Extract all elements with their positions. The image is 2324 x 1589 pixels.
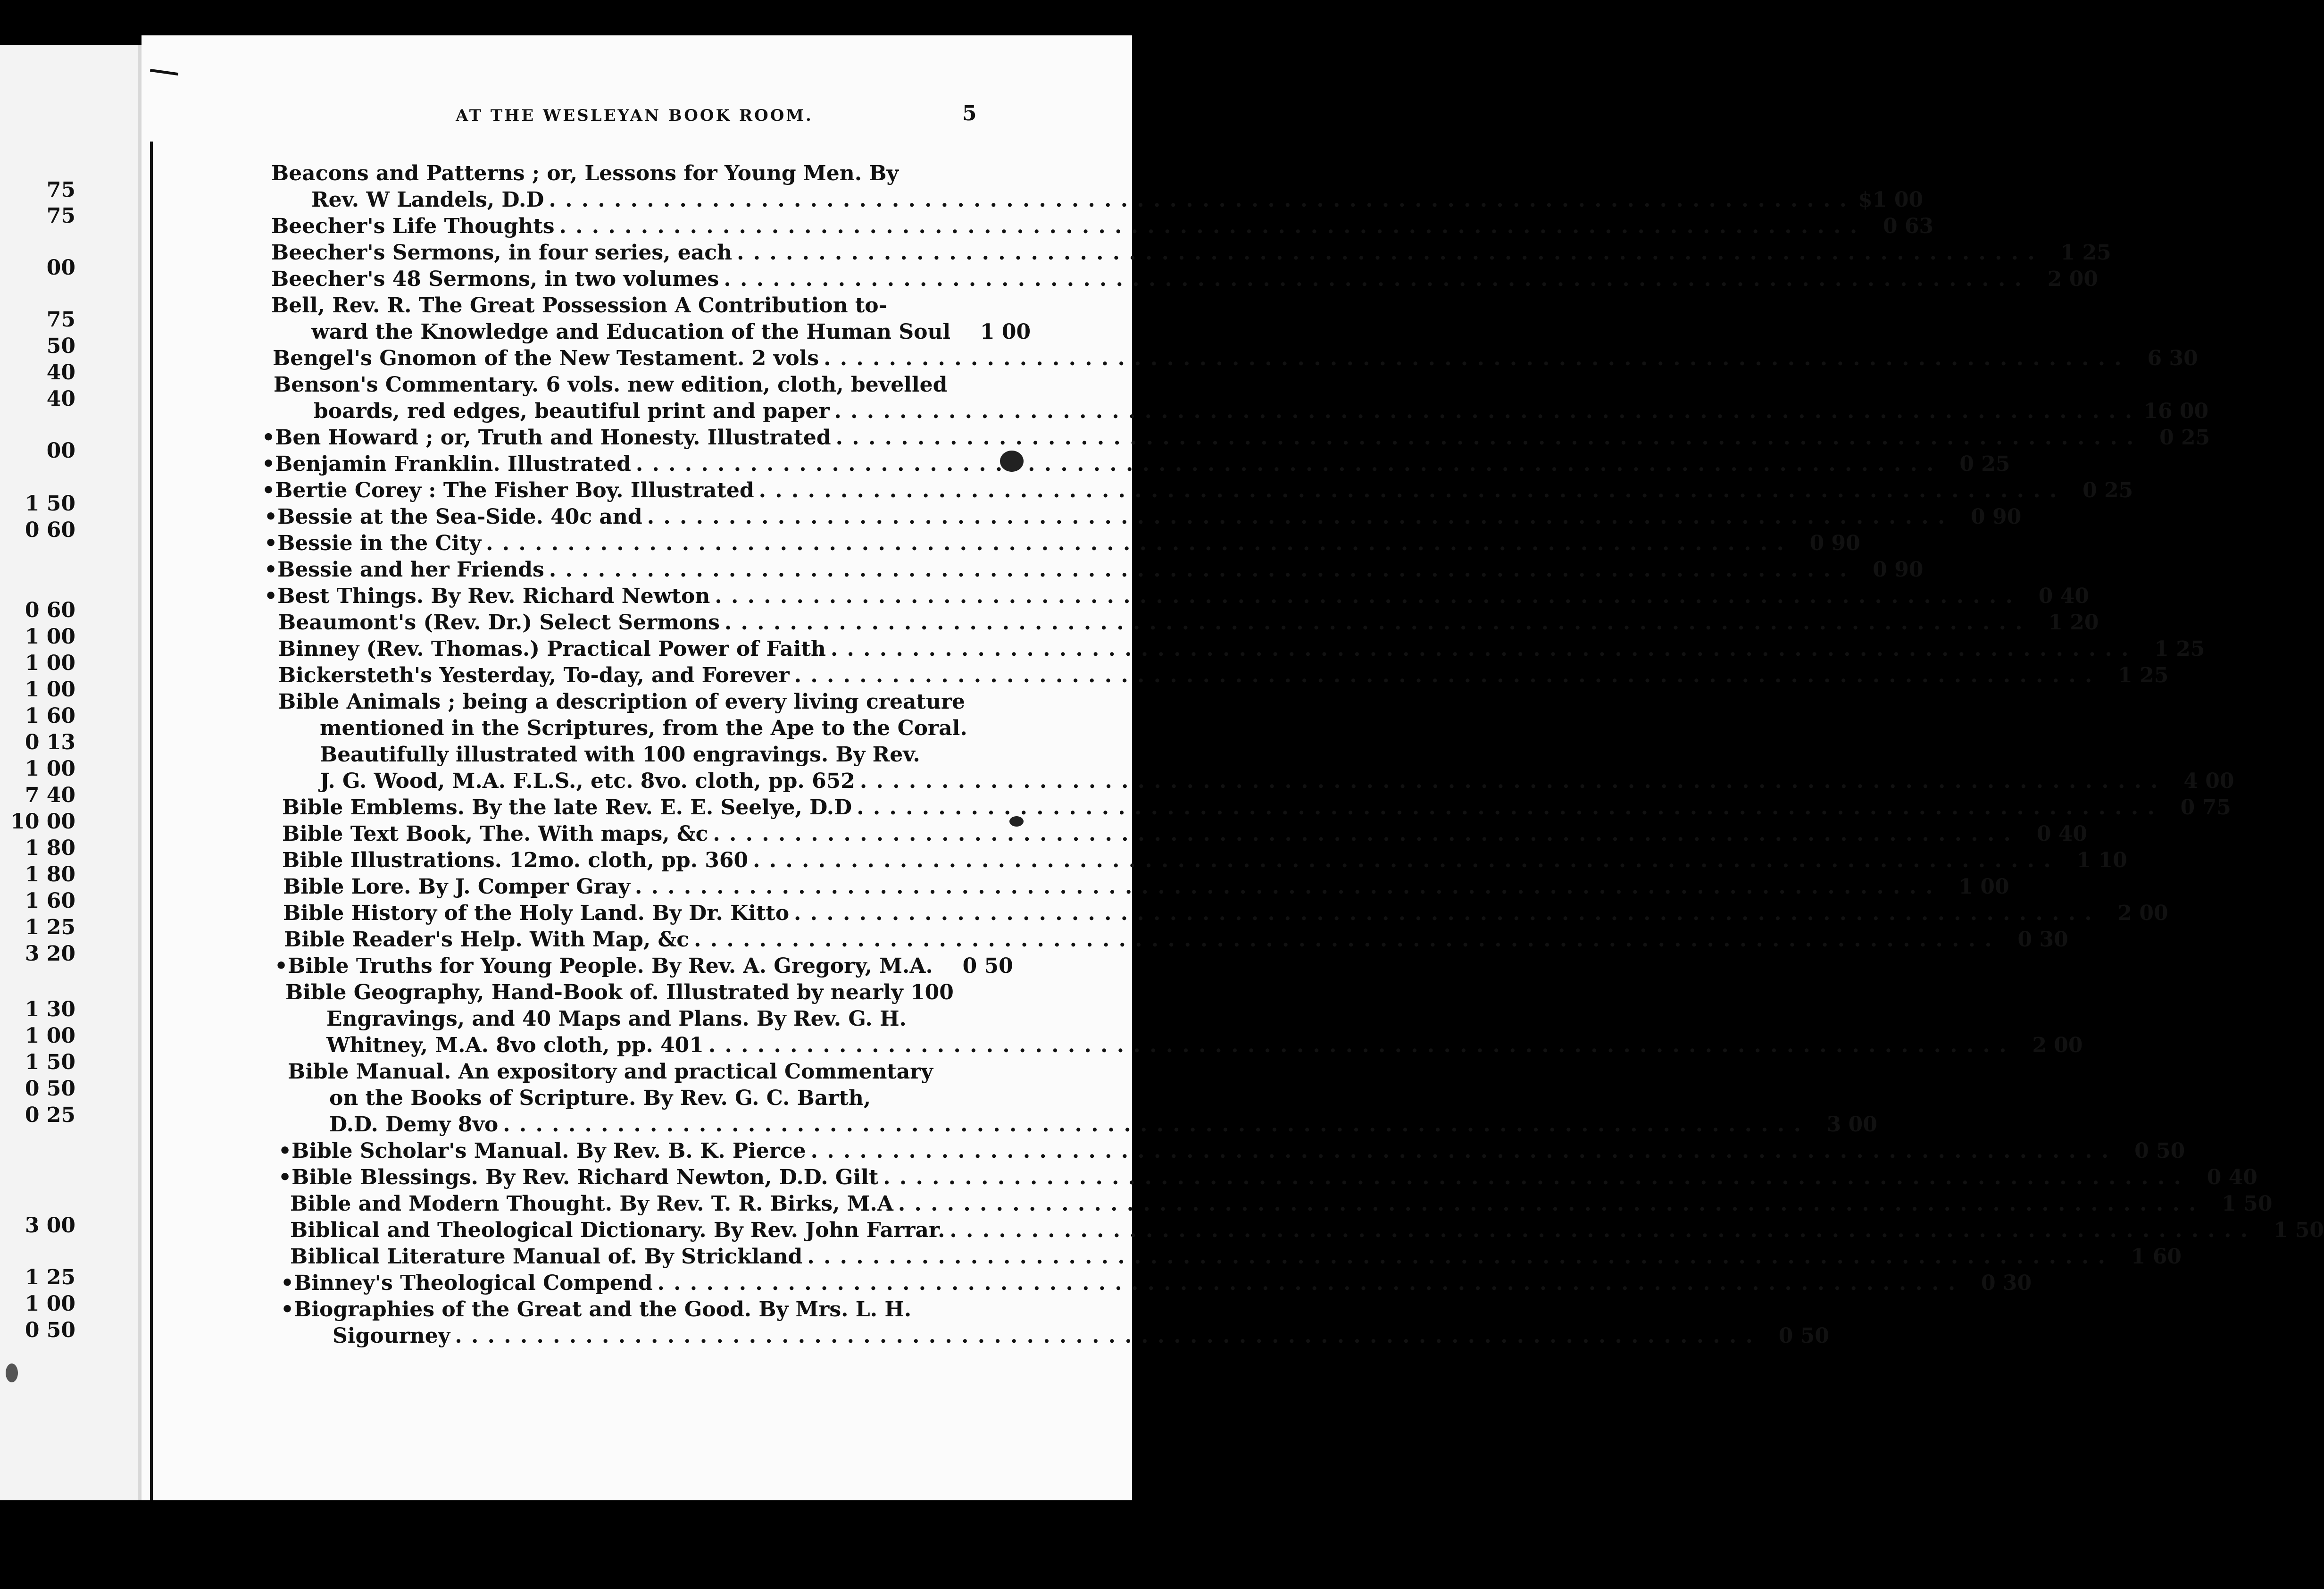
catalog-entry xyxy=(278,662,2169,689)
catalog-entry xyxy=(326,1032,2083,1059)
entry-title: Sigourney xyxy=(333,1324,450,1348)
left-price: 1 00 xyxy=(25,757,75,781)
left-price: 0 50 xyxy=(25,1318,75,1342)
entry-price xyxy=(963,979,1034,1006)
entry-price: 2 00 xyxy=(2117,901,2168,925)
entry-title: •Bessie at the Sea-Side. 40c and xyxy=(264,505,642,529)
catalog-entry xyxy=(278,610,2099,636)
entry-price: 2 00 xyxy=(2047,267,2098,291)
entry-title: Beecher's 48 Sermons, in two volumes xyxy=(271,267,719,291)
entry-price xyxy=(975,689,1045,715)
entry-title: •Bible Truths for Young People. By Rev. A. Gregory, M.A. xyxy=(275,954,933,978)
left-price: 1 00 xyxy=(25,1024,75,1048)
entry-price: 1 00 xyxy=(1958,875,2009,899)
left-price: 00 xyxy=(46,256,75,280)
left-price: 1 25 xyxy=(25,915,75,939)
catalog-entry xyxy=(271,266,2098,293)
gutter-shadow-line xyxy=(150,142,153,1500)
entry-price: 1 50 xyxy=(2273,1218,2324,1242)
entry-title: •Benjamin Franklin. Illustrated xyxy=(262,452,631,476)
catalog-entry xyxy=(271,160,998,187)
entry-title: Engravings, and 40 Maps and Plans. By Rev. G. H. xyxy=(326,1007,907,1031)
catalog-entry xyxy=(278,1138,2185,1164)
catalog-entry xyxy=(290,1217,2324,1244)
catalog-entry xyxy=(320,768,2234,794)
entry-price: 0 90 xyxy=(1971,505,2022,529)
entry-price: 0 75 xyxy=(2180,795,2231,820)
catalog-entry xyxy=(320,715,998,742)
entry-price: 0 50 xyxy=(1778,1324,1829,1348)
catalog-entry xyxy=(290,1191,2273,1217)
entry-price: 1 60 xyxy=(2131,1245,2182,1269)
catalog-entry xyxy=(329,1112,1877,1138)
entry-title: Biblical and Theological Dictionary. By Rev. John Farrar. xyxy=(290,1218,945,1242)
entry-title: Bible Text Book, The. With maps, &c xyxy=(282,822,708,846)
entry-title: •Biographies of the Great and the Good. By Mrs. L. H. xyxy=(281,1297,912,1321)
entry-title: •Bible Blessings. By Rev. Richard Newton, D.D. Gilt xyxy=(278,1165,879,1189)
left-price: 1 60 xyxy=(25,889,75,913)
entry-title: •Bible Scholar's Manual. By Rev. B. K. Pierce xyxy=(278,1139,806,1163)
entry-title: J. G. Wood, M.A. F.L.S., etc. 8vo. cloth, pp. 652 xyxy=(320,769,855,793)
left-price: 3 20 xyxy=(25,942,75,966)
entry-price: 0 90 xyxy=(1809,531,1860,555)
entry-title: Bible Manual. An expository and practical Commentary xyxy=(288,1060,933,1084)
entry-price: 16 00 xyxy=(2143,399,2209,423)
entry-title: •Bertie Corey : The Fisher Boy. Illustrated xyxy=(262,478,754,502)
entry-price: 0 25 xyxy=(1959,452,2010,476)
page-number: 5 xyxy=(962,101,977,125)
left-price: 75 xyxy=(46,308,75,332)
entry-price: 0 40 xyxy=(2207,1165,2257,1189)
entry-price: 4 00 xyxy=(2183,769,2234,793)
catalog-entry xyxy=(278,1164,2257,1191)
entry-price: 0 40 xyxy=(2038,584,2089,608)
left-price: 1 30 xyxy=(25,997,75,1021)
entry-title: Bible Reader's Help. With Map, &c xyxy=(284,928,690,952)
entry-price xyxy=(927,1085,998,1112)
left-price: 1 00 xyxy=(25,625,75,649)
catalog-entry xyxy=(278,689,998,715)
left-price: 1 80 xyxy=(25,836,75,860)
left-price: 1 25 xyxy=(25,1265,75,1289)
left-price: 1 80 xyxy=(25,862,75,886)
catalog-entry xyxy=(282,794,2231,821)
entry-price xyxy=(927,1296,998,1323)
ink-blot xyxy=(6,1363,18,1382)
entry-title: Bible Emblems. By the late Rev. E. E. Seelye, D.D xyxy=(282,795,852,820)
entry-title: Benson's Commentary. 6 vols. new edition, cloth, bevelled xyxy=(274,373,948,397)
catalog-entry xyxy=(288,1059,998,1085)
entry-title: Bible Geography, Hand-Book of. Illustrated by nearly 100 xyxy=(285,980,954,1004)
entry-title: Beautifully illustrated with 100 engravings. By Rev. xyxy=(320,743,920,767)
ink-blot xyxy=(1009,816,1024,827)
entry-title: Beecher's Sermons, in four series, each xyxy=(271,241,733,265)
catalog-entry xyxy=(314,398,2209,425)
entry-price xyxy=(927,160,998,187)
entry-price: 0 30 xyxy=(1981,1271,2032,1295)
entry-title: Binney (Rev. Thomas.) Practical Power of Faith xyxy=(278,637,826,661)
entry-price: 1 10 xyxy=(2076,848,2127,872)
left-price: 0 13 xyxy=(25,730,75,754)
left-price: 1 60 xyxy=(25,704,75,728)
scan-border xyxy=(0,1500,1173,1589)
catalog-entry xyxy=(290,1244,2182,1270)
left-price: 0 60 xyxy=(25,598,75,622)
catalog-entry xyxy=(281,1296,998,1323)
left-price: 1 50 xyxy=(25,1050,75,1074)
catalog-entry xyxy=(278,636,2205,662)
catalog-entry xyxy=(264,557,1924,583)
catalog-entry xyxy=(282,821,2087,847)
catalog-entry xyxy=(281,1270,2032,1296)
left-price: 3 00 xyxy=(25,1213,75,1238)
catalog-entry xyxy=(283,874,2009,900)
catalog-entry xyxy=(311,187,1924,213)
catalog-entry xyxy=(333,1323,1829,1349)
entry-title: •Bessie in the City xyxy=(264,531,482,555)
entry-price xyxy=(927,293,998,319)
catalog-entry xyxy=(262,451,2010,477)
entry-title: •Best Things. By Rev. Richard Newton xyxy=(264,584,710,608)
entry-title: Beecher's Life Thoughts xyxy=(271,214,555,238)
catalog-entry xyxy=(264,504,2022,530)
catalog-entry xyxy=(329,1085,998,1112)
catalog-entry xyxy=(262,425,2210,451)
entry-title: Beacons and Patterns ; or, Lessons for Young Men. By xyxy=(271,161,899,185)
entry-price: 0 30 xyxy=(2017,928,2068,952)
entry-title: Biblical Literature Manual of. By Strickland xyxy=(290,1245,803,1269)
catalog-entry xyxy=(264,583,2089,610)
entry-price xyxy=(957,372,1027,398)
running-header: AT THE WESLEYAN BOOK ROOM. xyxy=(456,106,813,125)
entry-title: boards, red edges, beautiful print and paper xyxy=(314,399,830,423)
entry-title: Bell, Rev. R. The Great Possession A Contribution to- xyxy=(271,293,887,318)
entry-title: •Bessie and her Friends xyxy=(264,558,544,582)
entry-price: 0 50 xyxy=(2134,1139,2185,1163)
ink-blot xyxy=(1000,451,1024,472)
entry-title: D.D. Demy 8vo xyxy=(329,1112,499,1137)
left-price: 0 60 xyxy=(25,518,75,542)
left-price: 1 00 xyxy=(25,1292,75,1316)
entry-title: Bible Animals ; being a description of every living creature xyxy=(278,690,965,714)
entry-price xyxy=(927,1006,998,1032)
page-gutter xyxy=(138,45,142,1500)
entry-price: 0 25 xyxy=(2159,426,2210,450)
entry-title: Bickersteth's Yesterday, To-day, and Forever xyxy=(278,663,790,687)
catalog-entry xyxy=(271,293,998,319)
left-price: 7 40 xyxy=(25,783,75,807)
entry-price xyxy=(977,715,1048,742)
entry-price: 0 63 xyxy=(1883,214,1934,238)
entry-title: Bible Illustrations. 12mo. cloth, pp. 360 xyxy=(282,848,749,872)
entry-title: Beaumont's (Rev. Dr.) Select Sermons xyxy=(278,611,720,635)
left-price: 40 xyxy=(46,387,75,411)
catalog-entry xyxy=(273,345,2198,372)
left-price: 50 xyxy=(46,334,75,358)
entry-price: 3 00 xyxy=(1826,1112,1877,1137)
entry-title: Whitney, M.A. 8vo cloth, pp. 401 xyxy=(326,1033,704,1057)
entry-price: 0 40 xyxy=(2036,822,2087,846)
entry-price: 1 25 xyxy=(2060,241,2111,265)
catalog-entry xyxy=(326,1006,998,1032)
entry-title: •Ben Howard ; or, Truth and Honesty. Illustrated xyxy=(262,426,831,450)
left-price: 10 00 xyxy=(10,810,75,834)
catalog-entry xyxy=(320,742,998,768)
catalog-entry xyxy=(274,372,998,398)
entry-price: 1 20 xyxy=(2048,611,2099,635)
left-price: 1 00 xyxy=(25,677,75,702)
catalog-entry xyxy=(271,213,1934,240)
catalog-entry xyxy=(275,953,1013,979)
entry-price: 2 00 xyxy=(2032,1033,2083,1057)
entry-price xyxy=(930,742,1000,768)
catalog-entry xyxy=(284,927,2068,953)
catalog-entry xyxy=(285,979,998,1006)
catalog-entry xyxy=(283,900,2168,927)
left-price: 1 00 xyxy=(25,651,75,675)
entry-price: 0 50 xyxy=(962,954,1013,978)
catalog-entry xyxy=(282,847,2127,874)
entry-price xyxy=(942,1059,1013,1085)
entry-title: Rev. W Landels, D.D xyxy=(311,188,544,212)
entry-title: •Binney's Theological Compend xyxy=(281,1271,653,1295)
entry-title: Bible and Modern Thought. By Rev. T. R. Birks, M.A xyxy=(290,1192,893,1216)
entry-title: on the Books of Scripture. By Rev. G. C. Barth, xyxy=(329,1086,871,1110)
catalog-entry xyxy=(311,319,1031,345)
left-price: 0 25 xyxy=(25,1103,75,1127)
entry-price: 0 25 xyxy=(2082,478,2133,502)
left-price: 75 xyxy=(46,204,75,228)
entry-title: ward the Knowledge and Education of the Human Soul xyxy=(311,320,951,344)
entry-title: mentioned in the Scriptures, from the Ape to the Coral. xyxy=(320,716,967,740)
entry-title: Bengel's Gnomon of the New Testament. 2 vols xyxy=(273,346,819,370)
left-price: 0 50 xyxy=(25,1077,75,1101)
entry-price: 1 25 xyxy=(2154,637,2205,661)
entry-title: Bible History of the Holy Land. By Dr. Kitto xyxy=(283,901,790,925)
entry-price: 0 90 xyxy=(1873,558,1924,582)
entry-price: 6 30 xyxy=(2147,346,2198,370)
entry-title: Bible Lore. By J. Comper Gray xyxy=(283,875,630,899)
catalog-entry xyxy=(264,530,1860,557)
catalog-entry xyxy=(271,240,2111,266)
entry-price: 1 50 xyxy=(2222,1192,2273,1216)
left-price: 40 xyxy=(46,360,75,385)
entry-price: $1 00 xyxy=(1858,188,1924,212)
entry-price: 1 00 xyxy=(980,320,1031,344)
left-price: 00 xyxy=(46,439,75,463)
catalog-entry xyxy=(262,477,2133,504)
left-price: 1 50 xyxy=(25,492,75,516)
left-price: 75 xyxy=(46,178,75,202)
entry-price: 1 25 xyxy=(2118,663,2169,687)
